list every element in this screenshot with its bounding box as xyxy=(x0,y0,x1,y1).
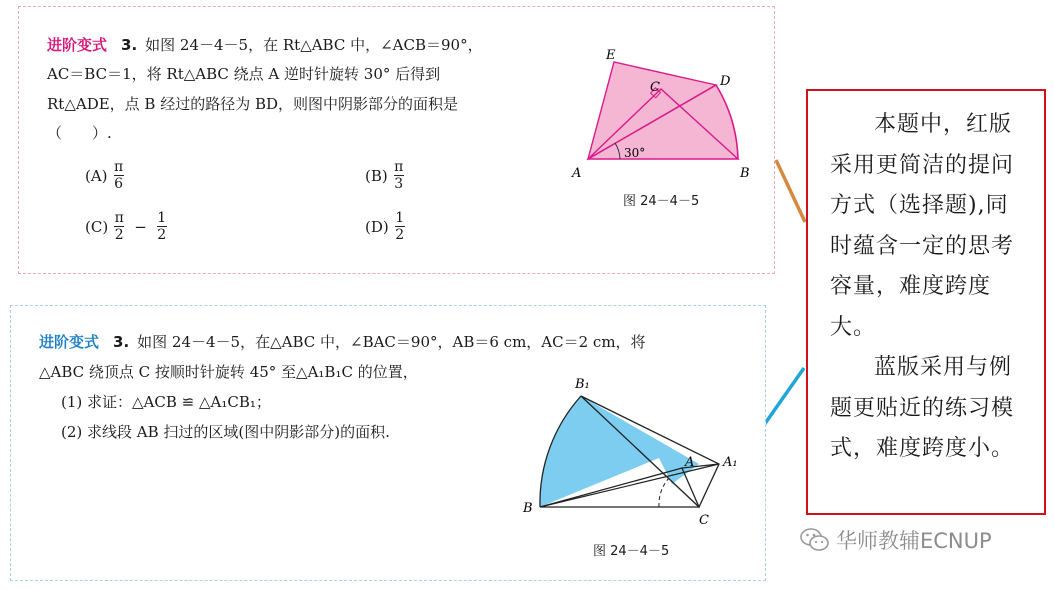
blue-question-line1 xyxy=(39,328,646,357)
callout-paragraph-2: 蓝版采用与例题更贴近的练习模式，难度跨度小。 xyxy=(830,355,1015,461)
red-tag: 进阶变式 xyxy=(47,36,108,54)
commentary-callout xyxy=(806,89,1046,515)
label-a1: A₁ xyxy=(723,455,738,470)
option-a-fraction: $\frac{\pi}{6}$ xyxy=(113,159,124,192)
option-a xyxy=(85,159,124,192)
blue-item1: (1) 求证：△ACB ≌ △A₁CB₁； xyxy=(61,393,271,411)
red-question-line4: （ ）. xyxy=(47,124,112,142)
option-c xyxy=(85,210,167,243)
callout-paragraph-1: 本题中，红版采用更简洁的提问方式（选择题),同时蕴含一定的思考容量，难度跨度大。 xyxy=(830,112,1015,340)
label-d: D xyxy=(720,74,731,89)
shaded-region xyxy=(540,396,699,507)
red-question-line3: Rt△ADE，点 B 经过的路径为 BD，则图中阴影部分的面积是 xyxy=(47,95,459,113)
option-a-label: (A) xyxy=(85,166,108,185)
label-b1: B₁ xyxy=(575,377,590,392)
option-b-label: (B) xyxy=(365,166,388,185)
label-e: E xyxy=(606,48,616,63)
blue-version-panel xyxy=(10,305,766,581)
label-b: B xyxy=(523,501,533,516)
option-c-fraction2: $\frac{1}{2}$ xyxy=(157,210,167,243)
option-d-label: (D) xyxy=(365,217,389,236)
blue-figure-caption: 图 24－4－5 xyxy=(593,544,670,559)
option-c-fraction1: $\frac{\pi}{2}$ xyxy=(114,210,124,243)
option-c-label: (C) xyxy=(85,217,109,236)
arc-aa1-dashed xyxy=(659,478,669,507)
label-c: C xyxy=(699,513,709,526)
red-number: 3. xyxy=(121,36,138,54)
red-figure-caption: 图 24－4－5 xyxy=(623,194,700,209)
option-b-fraction: $\frac{\pi}{3}$ xyxy=(394,159,404,192)
blue-question-line2: △ABC 绕顶点 C 按顺时针旋转 45° 至△A₁B₁C 的位置， xyxy=(39,363,418,381)
red-version-panel xyxy=(18,6,775,274)
cyan-connector xyxy=(764,368,804,425)
label-b: B xyxy=(740,166,750,181)
blue-tag: 进阶变式 xyxy=(39,333,100,351)
red-question-line2: AC＝BC＝1，将 Rt△ABC 绕点 A 逆时针旋转 30° 后得到 xyxy=(47,65,441,83)
option-d-fraction: $\frac{1}{2}$ xyxy=(395,210,405,243)
label-a: A xyxy=(572,166,582,181)
option-c-minus: − xyxy=(134,217,147,236)
blue-number: 3. xyxy=(113,333,130,351)
label-a: A xyxy=(685,455,695,470)
option-d xyxy=(365,210,405,243)
label-c: C xyxy=(650,80,660,95)
orange-connector xyxy=(776,160,805,222)
watermark-text: 华师教辅ECNUP xyxy=(836,529,992,553)
blue-line1: 如图 24－4－5，在△ABC 中，∠BAC＝90°，AB＝6 cm，AC＝2 cm，将 xyxy=(137,333,646,351)
option-b xyxy=(365,159,404,192)
blue-geometry-figure xyxy=(519,366,749,526)
blue-item2: (2) 求线段 AB 扫过的区域(图中阴影部分)的面积. xyxy=(61,423,390,441)
angle-label: 30° xyxy=(624,146,646,160)
red-question-line1 xyxy=(47,31,483,60)
watermark xyxy=(800,525,992,555)
red-line1: 如图 24－4－5，在 Rt△ABC 中，∠ACB＝90°， xyxy=(145,36,483,54)
red-geometry-figure xyxy=(564,37,764,187)
wechat-icon xyxy=(800,527,830,553)
